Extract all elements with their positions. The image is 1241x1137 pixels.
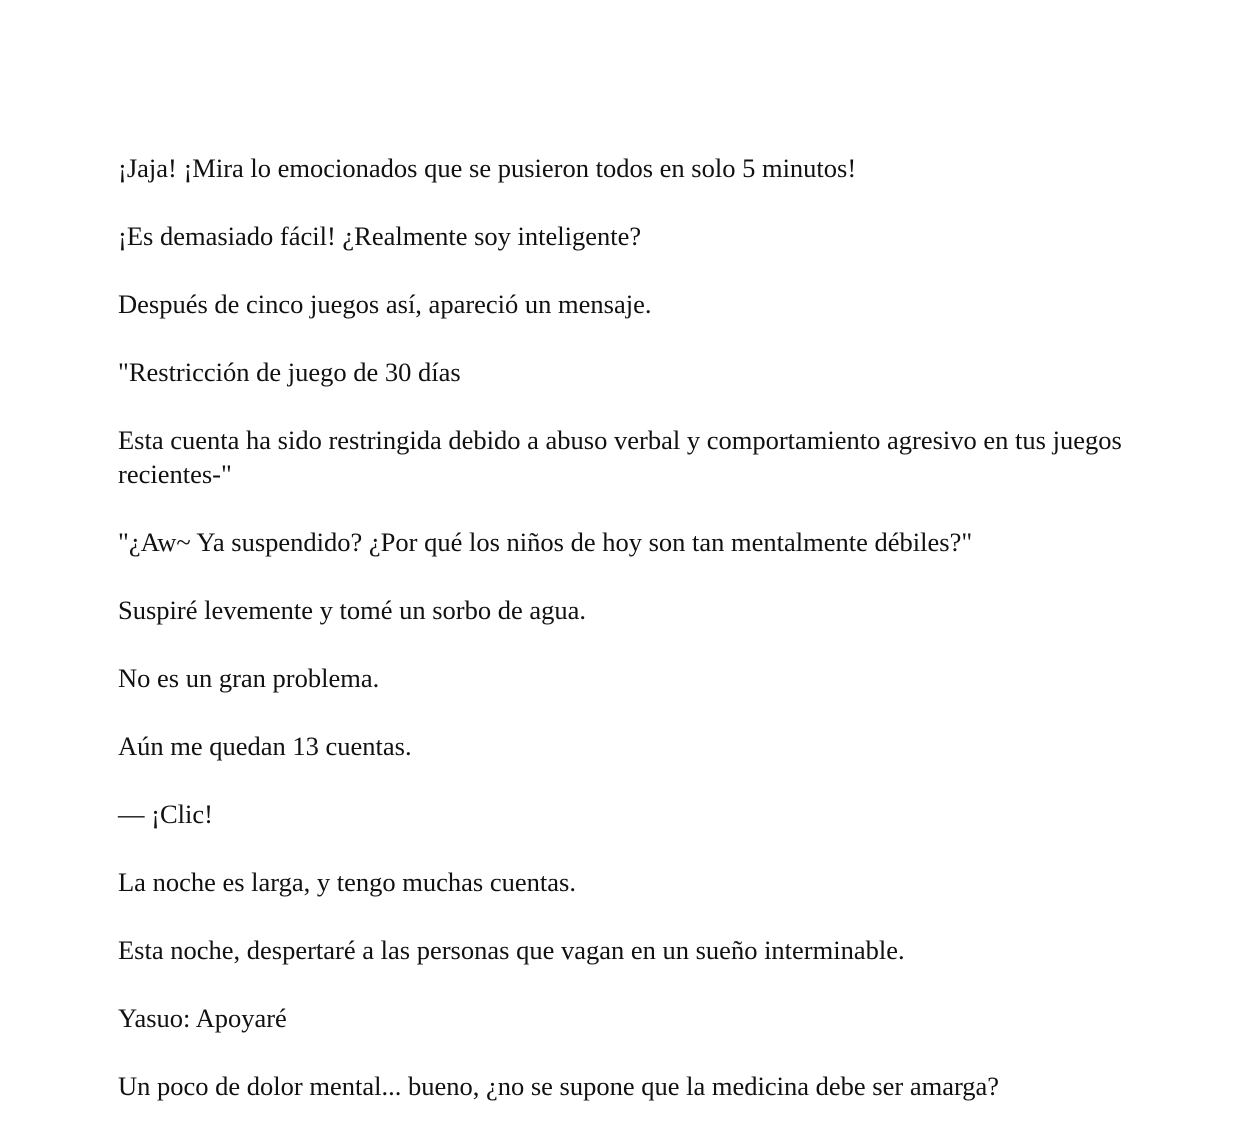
paragraph: — ¡Clic! — [118, 799, 213, 829]
paragraph: No es un gran problema. — [118, 663, 380, 693]
paragraph: Yasuo: Apoyaré — [118, 1003, 287, 1033]
paragraph: ¡Jaja! ¡Mira lo emocionados que se pusieron todos en solo 5 minutos! — [118, 153, 857, 183]
paragraph: ¡Es demasiado fácil! ¿Realmente soy inteligente? — [118, 221, 642, 251]
paragraph: Suspiré levemente y tomé un sorbo de agua. — [118, 595, 587, 625]
paragraph: Aún me quedan 13 cuentas. — [118, 731, 412, 761]
document-body — [118, 151, 1128, 1137]
paragraph: Esta noche, despertaré a las personas que vagan en un sueño interminable. — [118, 935, 905, 965]
paragraph: Un poco de dolor mental... bueno, ¿no se supone que la medicina debe ser amarga? — [118, 1071, 1000, 1101]
paragraph: Después de cinco juegos así, apareció un mensaje. — [118, 289, 652, 319]
paragraph: "¿Aw~ Ya suspendido? ¿Por qué los niños de hoy son tan mentalmente débiles?" — [118, 527, 973, 557]
paragraph: Esta cuenta ha sido restringida debido a abuso verbal y comportamiento agresivo en tus juegos recientes-" — [118, 425, 1122, 489]
paragraph: La noche es larga, y tengo muchas cuentas. — [118, 867, 576, 897]
paragraph: "Restricción de juego de 30 días — [118, 357, 461, 387]
